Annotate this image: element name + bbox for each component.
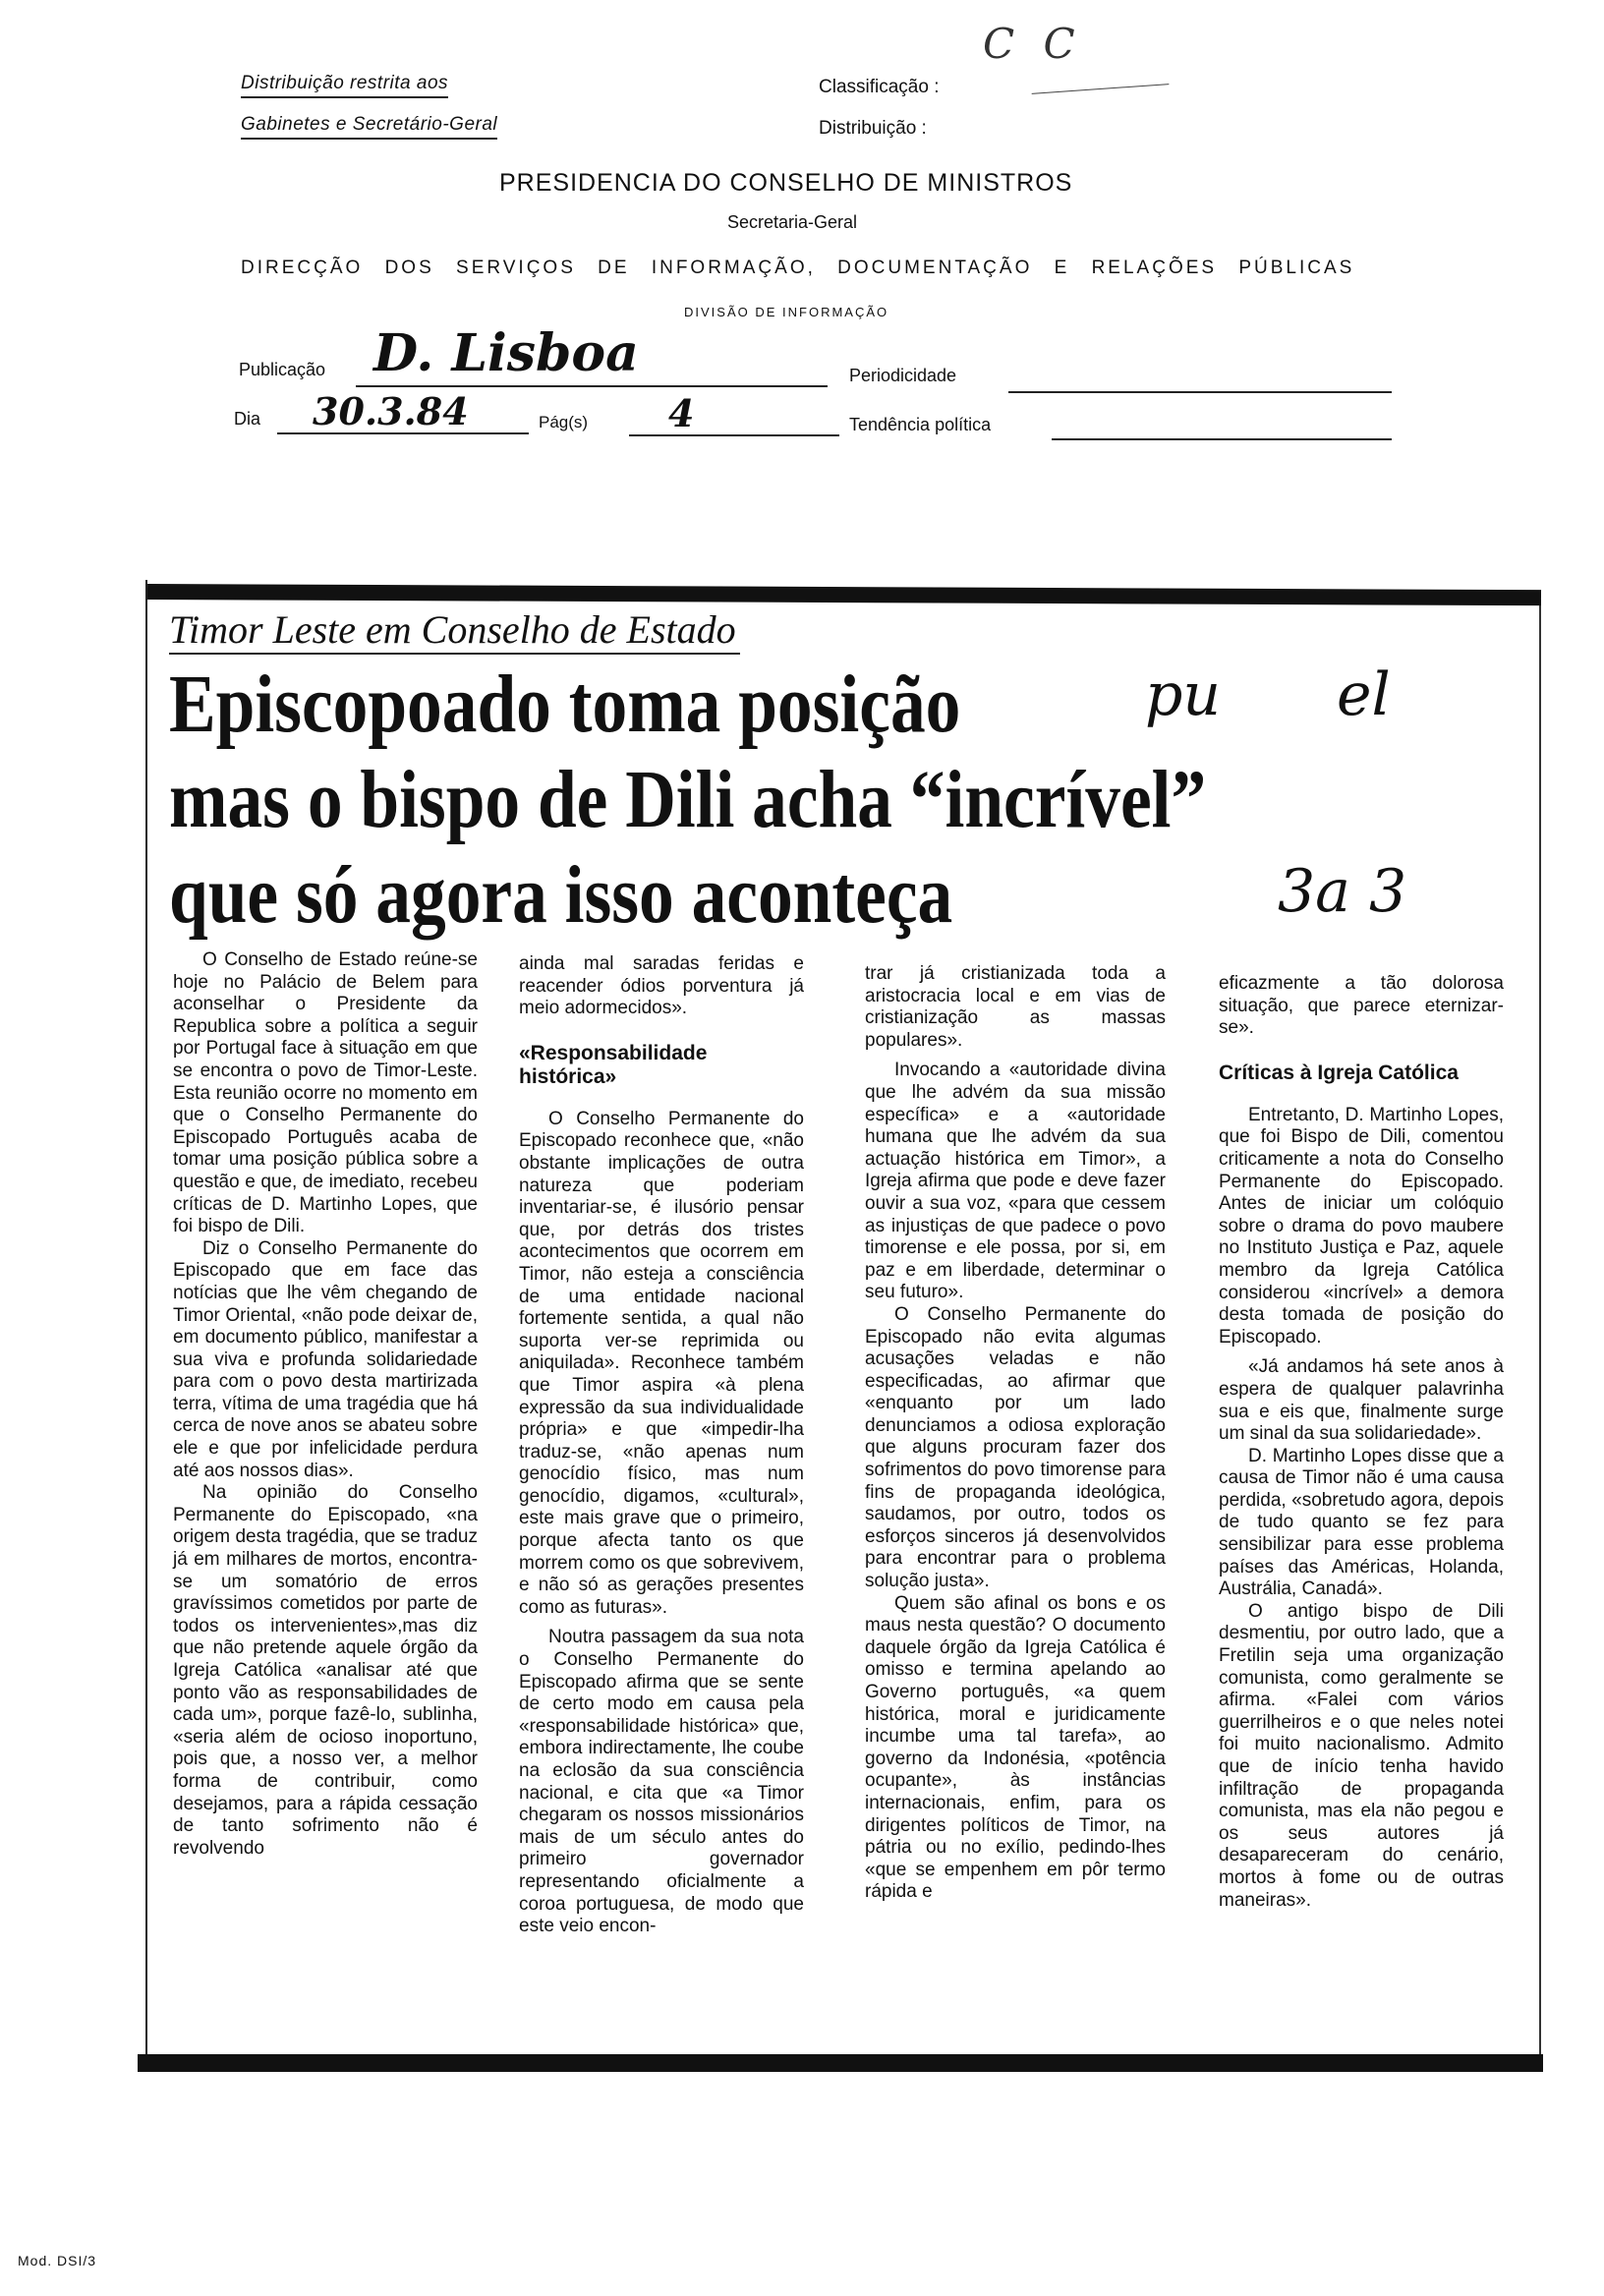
dia-handwritten: 30.3.84 [313,389,469,433]
article-paragraph: O Conselho Permanente do Episcopado não evita algumas acusações veladas e não especificadas, ao afirmar que «enquanto por um lado denunciamos a odiosa exploração que alguns procuram fazer dos sofrimentos do povo timorense para fins de propaganda ideológica, saudamos, por outro, todos os esforços sinceros já desenvolvidos para encontrar para o problema solução justa». [865,1303,1166,1592]
pags-label: Pág(s) [539,413,589,431]
distribution-line-1: Distribuição restrita aos [241,73,448,98]
headline-line-1: Episcopoado toma posição [169,659,961,750]
periodicidade-field [1008,391,1392,393]
article-paragraph: O Conselho Permanente do Episcopado reconhece que, «não obstante implicações de outra natureza que poderiam inventariar-se, é ilusório pensar que, por detrás dos tristes acontecimentos que ocorrem em Timor, não esteja a consciência de uma entidade nacional fortemente sentida, a qual não suporta ver-se reprimida ou aniquilada». Reconhece também que Timor aspira «à plena expressão da sua individualidade própria» e que «impedir-lha traduz-se, «não apenas num genocídio físico, mas num genocídio, digamos, «cultural», este mais grave que o primeiro, porque afecta tanto os que morrem como os que sobrevivem, e não só as gerações presentes como as futuras». [519,1108,804,1618]
clipping-top-rule [147,584,1541,605]
corner-handwriting: C C [983,20,1083,68]
article-paragraph: ainda mal saradas feridas e reacender ódios porventura já meio adormecidos». [519,953,804,1019]
clipping-bottom-rule [138,2054,1543,2072]
article-paragraph: Invocando a «autoridade divina que lhe advém da sua missão específica» e a «autoridade humana que lhe advém da sua actuação histórica em Timor», a Igreja afirma que pode e deve fazer ouvir a sua voz, «para que cessem as injustiças de que padece o povo timorense e ele possa, por si, em paz e em liberdade, determinar o seu futuro». [865,1060,1166,1303]
clipping-border-left [145,580,147,2054]
handwritten-annotation: el [1337,660,1391,729]
publicacao-label: Publicação [239,360,326,379]
section-subheading: «Responsabilidade histórica» [519,1041,708,1088]
presidencia-title: PRESIDENCIA DO CONSELHO DE MINISTROS [499,169,1073,197]
article-paragraph: Noutra passagem da sua nota o Conselho Permanente do Episcopado afirma que se sente de certo modo em causa pela «responsabilidade histórica» que, embora indirectamente, lhe coube na eclosão da sua consciência nacional, e cita que «a Timor chegaram os nossos missionários mais de um século antes do primeiro governador representando oficialmente a coroa portuguesa, de modo que este veio encon- [519,1627,804,1937]
headline-line-3: que só agora isso aconteça [169,849,953,941]
pags-handwritten: 4 [668,391,695,435]
article-paragraph: Na opinião do Conselho Permanente do Episcopado, «na origem desta tragédia, que se traduz já em milhares de mortos, encontra-se um somatório de erros gravíssimos cometidos por parte de todos os intervenientes»,mas diz que não pretende aquele órgão da Igreja Católica «analisar até que ponto vão as responsabilidades de cada um», porque fazê-lo, sublinha, «seria além de ocioso inoportuno, pois que, a nosso ver, a melhor forma de contribuir, como desejamos, para a rápida cessação de tanto sofrimento não é revolvendo [173,1482,478,1859]
publicacao-handwritten: D. Lisboa [373,323,639,383]
handwritten-annotation: pu [1145,660,1222,729]
article-kicker: Timor Leste em Conselho de Estado [169,607,740,655]
clipping-border-right [1539,600,1541,2054]
article-paragraph: «Já andamos há sete anos à espera de qualquer palavrinha sua e eis que, finalmente surge um sinal da sua solidariedade». [1219,1356,1504,1445]
article-paragraph: Entretanto, D. Martinho Lopes, que foi Bispo de Dili, comentou criticamente a nota do Conselho Permanente do Episcopado. Antes de iniciar um colóquio sobre o drama do povo maubere no Instituto Justiça e Paz, aquele membro da Igreja Católica considerou «incrível» a demora desta tomada de posição do Episcopado. [1219,1104,1504,1348]
classificacao-label: Classificação : [819,77,940,97]
article-column-1 [173,949,478,1860]
article-paragraph: Diz o Conselho Permanente do Episcopado que em face das notícias que lhe vêm chegando de Timor Oriental, «não pode deixar de, em documento público, manifestar a sua viva e profunda solidariedade para com o povo desta martirizada terra, vítima de uma tragédia que há cerca de nove anos se abateu sobre ele e que por infelicidade perdura até aos nossos dias». [173,1237,478,1481]
article-paragraph: trar já cristianizada toda a aristocracia local e em vias de cristianização as massas populares». [865,963,1166,1051]
classification-scribble [1032,84,1171,108]
secretaria-title: Secretaria-Geral [727,212,858,232]
article-paragraph: eficazmente a tão dolorosa situação, que parece eternizar-se». [1219,973,1504,1039]
tendencia-label: Tendência política [849,415,992,434]
direccao-title: DIRECÇÃO DOS SERVIÇOS DE INFORMAÇÃO, DOCUMENTAÇÃO E RELAÇÕES PÚBLICAS [241,258,1355,278]
article-column-3 [865,963,1166,1904]
article-column-4 [1219,973,1504,1912]
article-paragraph: Quem são afinal os bons e os maus nesta questão? O documento daquele órgão da Igreja Católica é omisso e termina apelando ao Governo português, «a quem histórica, moral e juridicamente incumbe uma tal tarefa», ao governo da Indonésia, «potência ocupante», às instâncias internacionais, enfim, para os dirigentes políticos de Timor, na pátria ou no exílio, pedindo-lhes «que se empenhem em pôr termo rápida e [865,1592,1166,1903]
pags-field [629,434,839,436]
section-subheading: Críticas à Igreja Católica [1219,1061,1459,1084]
article-paragraph: D. Martinho Lopes disse que a causa de Timor não é uma causa perdida, «sobretudo agora, depois de tudo quanto se fez para sensibilizar para esse problema países das Américas, Holanda, Austrália, Canadá». [1219,1445,1504,1600]
dia-label: Dia [234,409,261,429]
distribution-line-2: Gabinetes e Secretário-Geral [241,114,497,140]
periodicidade-label: Periodicidade [849,366,957,385]
handwritten-annotation: 3a 3 [1278,857,1407,926]
tendencia-field [1052,438,1392,440]
distribuicao-label: Distribuição : [819,118,927,139]
headline-line-2: mas o bispo de Dili acha “incrível” [169,754,1207,845]
divisao-title: DIVISÃO DE INFORMAÇÃO [684,305,889,319]
article-paragraph: O Conselho de Estado reúne-se hoje no Palácio de Belem para aconselhar o Presidente da Republica sobre a política a seguir por Portugal face à situação em que se encontra o povo de Timor-Leste. Esta reunião ocorre no momento em que o Conselho Permanente do Episcopado Português acaba de tomar uma posição pública sobre a questão e que, de imediato, recebeu críticas de D. Martinho Lopes, que foi bispo de Dili. [173,949,478,1237]
article-paragraph: O antigo bispo de Dili desmentiu, por outro lado, que a Fretilin seja uma organização comunista, como geralmente se afirma. «Falei com vários guerrilheiros e o que neles notei foi muito nacionalismo. Admito que de início tenha havido infiltração de propaganda comunista, mas ela não pegou e os seus autores já desapareceram do cenário, mortos à fome ou de outras maneiras». [1219,1600,1504,1911]
form-code: Mod. DSI/3 [18,2253,97,2268]
publicacao-field [356,385,828,387]
article-column-2 [519,953,804,1938]
